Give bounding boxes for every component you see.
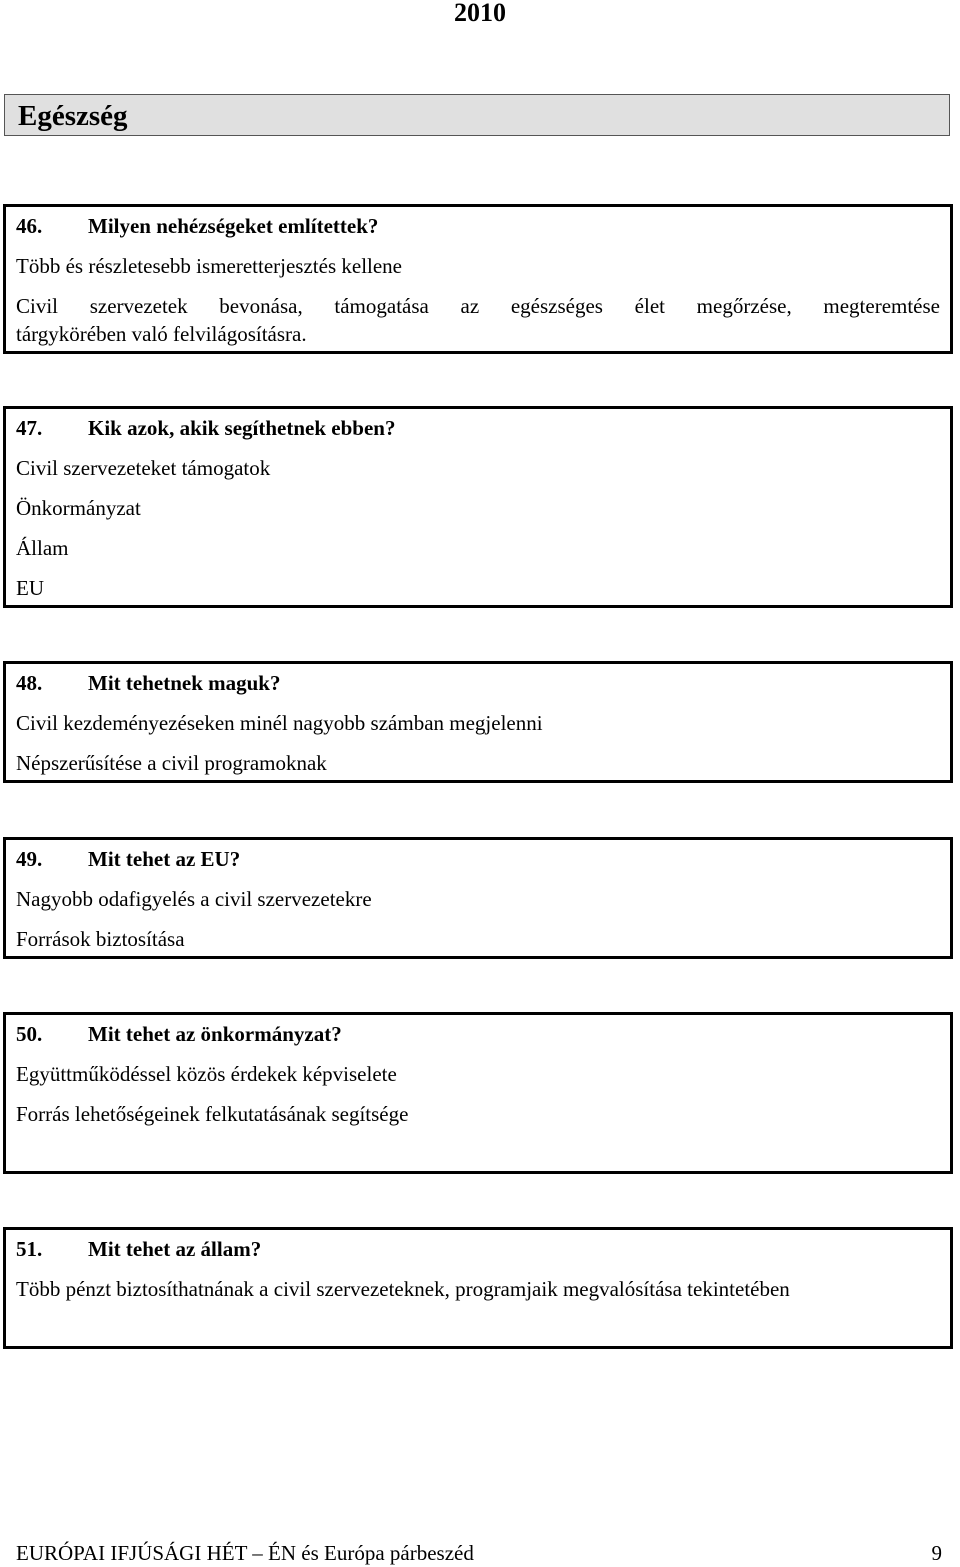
question-text: Milyen nehézségeket említettek? <box>88 214 379 238</box>
question-number: 49. <box>16 847 43 871</box>
question-box-48 <box>3 661 953 783</box>
question-number: 46. <box>16 214 43 238</box>
question-box-51 <box>3 1227 953 1349</box>
answer-line: Több és részletesebb ismeretterjesztés kellene <box>16 254 402 278</box>
question-box-49 <box>3 837 953 959</box>
question-heading <box>16 1022 940 1046</box>
question-number: 50. <box>16 1022 43 1046</box>
question-text: Kik azok, akik segíthetnek ebben? <box>88 416 396 440</box>
question-heading <box>16 416 940 440</box>
question-number: 48. <box>16 671 43 695</box>
page-year: 2010 <box>454 0 506 27</box>
question-number: 47. <box>16 416 43 440</box>
answer-line: Civil kezdeményezéseken minél nagyobb számban megjelenni <box>16 711 543 735</box>
question-number: 51. <box>16 1237 43 1261</box>
question-text: Mit tehet az EU? <box>88 847 241 871</box>
section-title: Egészség <box>18 100 128 132</box>
question-box-47 <box>3 406 953 608</box>
question-heading <box>16 847 940 871</box>
page-number: 9 <box>931 1541 942 1565</box>
answer-line: Több pénzt biztosíthatnának a civil szervezeteknek, programjaik megvalósítása tekintetében <box>16 1277 790 1301</box>
question-text: Mit tehet az állam? <box>88 1237 262 1261</box>
answer-line: EU <box>16 576 44 600</box>
question-heading <box>16 214 940 238</box>
footer-text: EURÓPAI IFJÚSÁGI HÉT – ÉN és Európa párbeszéd <box>16 1541 474 1565</box>
question-heading <box>16 1237 940 1261</box>
question-heading <box>16 671 940 695</box>
section-header <box>4 94 950 136</box>
answer-line: Források biztosítása <box>16 927 185 951</box>
answer-line: Forrás lehetőségeinek felkutatásának segítsége <box>16 1102 409 1126</box>
answer-line: Nagyobb odafigyelés a civil szervezetekre <box>16 887 372 911</box>
question-text: Mit tehet az önkormányzat? <box>88 1022 342 1046</box>
question-box-50 <box>3 1012 953 1174</box>
answer-line: Civil szervezetek bevonása, támogatása az egészséges élet megőrzése, megteremtése <box>16 294 940 318</box>
answer-line: tárgykörében való felvilágosításra. <box>16 322 307 346</box>
answer-line: Népszerűsítése a civil programoknak <box>16 751 327 775</box>
answer-line: Állam <box>16 536 69 560</box>
answer-line: Civil szervezeteket támogatok <box>16 456 271 480</box>
answer-line: Együttműködéssel közös érdekek képviselete <box>16 1062 397 1086</box>
question-box-46 <box>3 204 953 354</box>
answer-line: Önkormányzat <box>16 496 141 520</box>
question-text: Mit tehetnek maguk? <box>88 671 281 695</box>
